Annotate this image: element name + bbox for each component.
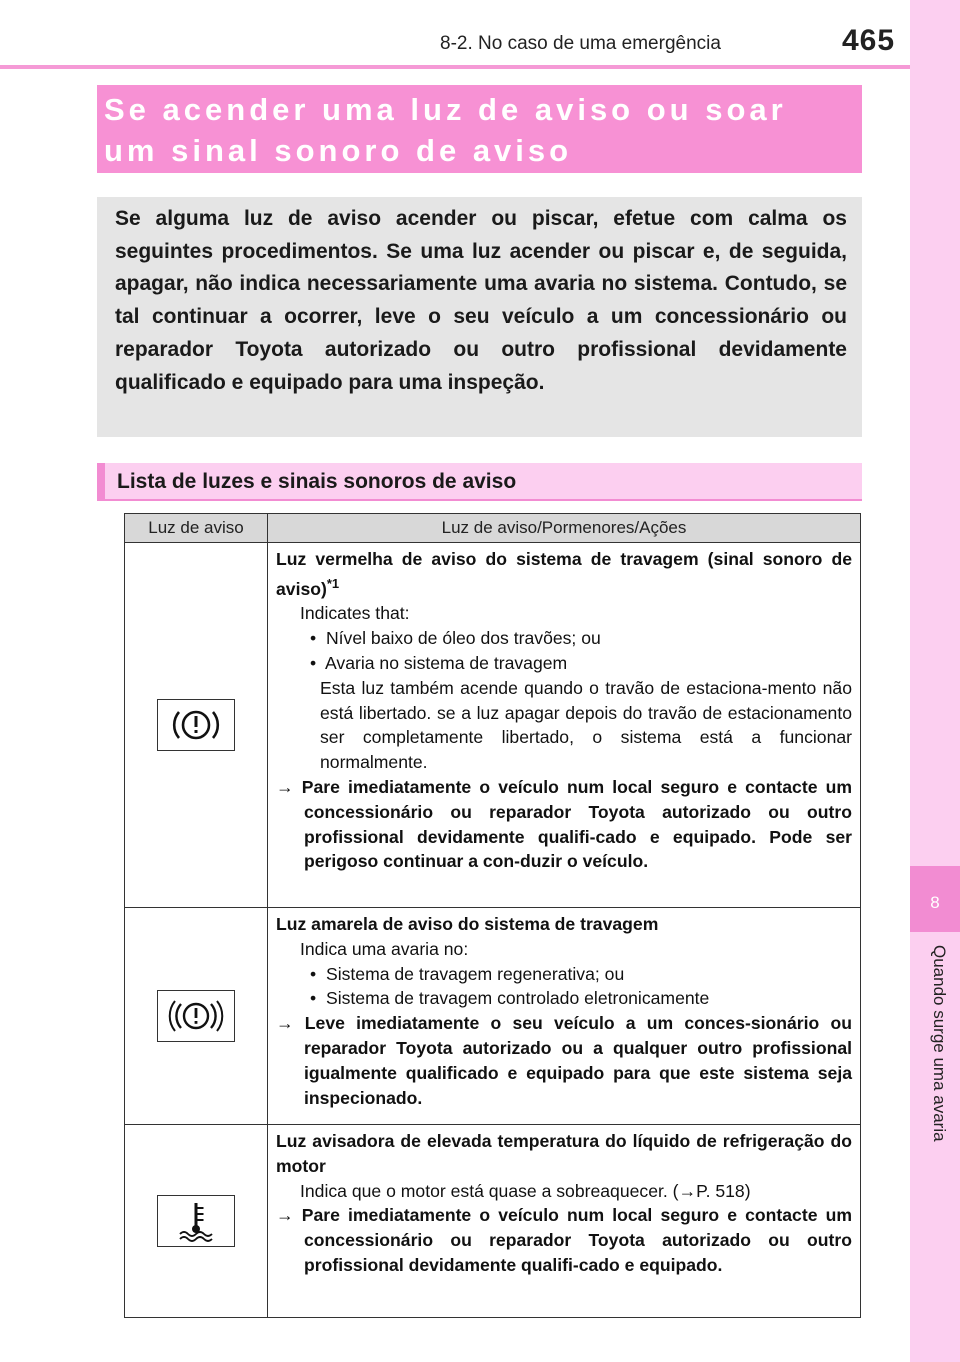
table-row	[125, 543, 861, 908]
bullet-mark: •	[310, 628, 317, 649]
page-number: 465	[842, 24, 896, 57]
row-title: Luz amarela de aviso do sistema de travagem	[276, 914, 659, 934]
row-action: Pare imediatamente o veículo num local seguro e contacte um concessionário ou reparador Toyota autorizado ou outro profissional devidamente qualifi-cado e equipado.	[301, 1205, 853, 1275]
icon-cell	[125, 908, 268, 1125]
description-cell	[268, 1125, 861, 1318]
coolant-temperature-icon	[157, 1195, 235, 1247]
icon-cell	[125, 1125, 268, 1318]
page-title: Se acender uma luz de aviso ou soar um sinal sonoro de aviso	[104, 92, 787, 168]
bullet-item: Sistema de travagem regenerativa; ou	[325, 963, 625, 984]
column-header-details: Luz de aviso/Pormenores/Ações	[268, 514, 861, 543]
description-cell	[268, 908, 861, 1125]
brake-system-warning-icon	[157, 990, 235, 1042]
brake-warning-icon	[157, 699, 235, 751]
row-note: Esta luz também acende quando o travão de estaciona-mento não está libertado. se a luz apagar depois do travão de estacionamento ser completamente libertado, o sistema está a funcionar normalmente.	[320, 677, 852, 773]
arrow-icon: →	[276, 777, 294, 798]
subsection-title: Lista de luzes e sinais sonoros de aviso	[117, 470, 517, 493]
table-row	[125, 1125, 861, 1318]
icon-cell	[125, 543, 268, 908]
arrow-icon: →	[276, 1013, 294, 1034]
row-action: Leve imediatamente o seu veículo a um conces-sionário ou reparador Toyota autorizado ou a qualquer outro profissional igualmente qualificado e equipado para que este sistema seja inspecionado.	[304, 1013, 852, 1108]
subsection-accent	[97, 463, 105, 501]
description-cell	[268, 543, 861, 908]
bullet-item: Avaria no sistema de travagem	[324, 653, 568, 674]
column-header-light: Luz de aviso	[125, 514, 268, 543]
chapter-number: 8	[930, 893, 940, 912]
bullet-mark: •	[310, 963, 317, 984]
footnote-mark: *1	[326, 575, 340, 591]
row-intro: Indicates that:	[300, 603, 410, 624]
header-rule	[0, 65, 960, 69]
bullet-mark: •	[310, 653, 317, 674]
row-intro: Indica que o motor está quase a sobreaquecer. (→P. 518)	[300, 1180, 751, 1201]
bullet-item: Nível baixo de óleo dos travões; ou	[325, 628, 601, 649]
intro-text: Se alguma luz de aviso acender ou piscar, efetue com calma os seguintes procedimentos. Se uma luz acender ou piscar e, de seguida, apagar, não indica necessariamente uma avaria no sistema. Contudo, se tal continuar a ocorrer, leve o seu veículo a um concessionário ou reparador Toyota autorizado ou outro profissional devidamente qualificado e equipado para uma inspeção.	[115, 207, 847, 394]
row-title: Luz avisadora de elevada temperatura do líquido de refrigeração do motor	[276, 1131, 852, 1176]
row-action: Pare imediatamente o veículo num local seguro e contacte um concessionário ou reparador Toyota autorizado ou outro profissional devidamente qualifi-cado e equipado. Pode ser perigoso continuar a con-duzir o veículo.	[301, 777, 853, 872]
row-intro: Indica uma avaria no:	[300, 938, 469, 959]
row-title: Luz vermelha de aviso do sistema de travagem (sinal sonoro de aviso)	[276, 549, 852, 599]
warning-lights-table	[124, 513, 861, 1318]
table-header-row	[125, 514, 861, 543]
arrow-icon: →	[276, 1205, 294, 1226]
table-row	[125, 908, 861, 1125]
bullet-mark: •	[310, 988, 317, 1009]
bullet-item: Sistema de travagem controlado eletronicamente	[325, 988, 710, 1009]
section-title: 8-2. No caso de uma emergência	[440, 33, 721, 54]
chapter-title: Quando surge uma avaria	[930, 945, 949, 1142]
